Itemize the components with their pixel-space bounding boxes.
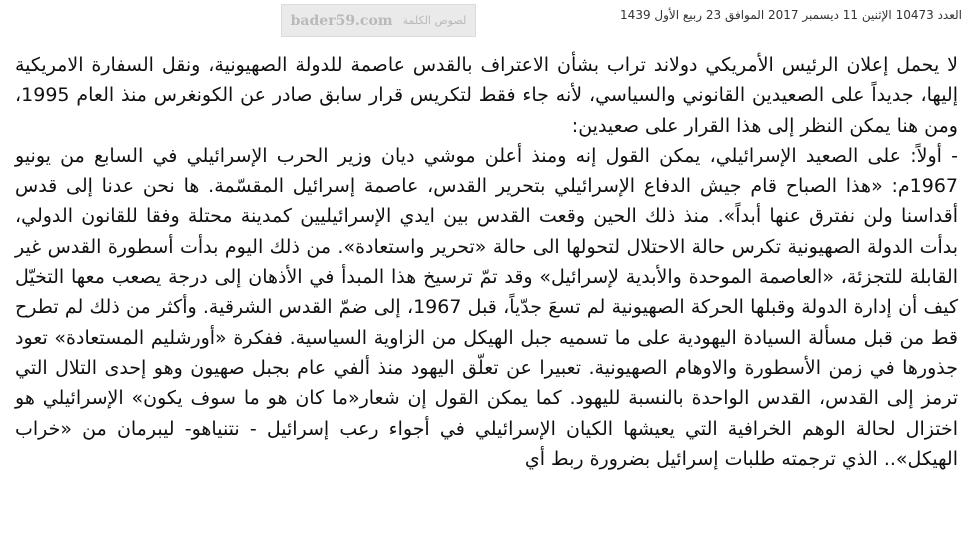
watermark-logo [281,4,476,37]
article-body [15,50,958,474]
watermark-site: bader59.com [290,12,393,29]
article-paragraph-2: - أولاً: على الصعيد الإسرائيلي، يمكن القول إنه ومنذ أعلن موشي ديان وزير الحرب الإسرائيلي في السابع من يونيو 1967م: «هذا الصباح قام جيش الدفاع الإسرائيلي بتحرير القدس، عاصمة إسرائيل المقسّمة. ها نحن عدنا إلى قدس أقداسنا ولن نفترق عنها أبداً». منذ ذلك الحين وقعت القدس بين ايدي الإسرائيليين كمدينة محتلة وفقا للقانون الدولي، بدأت الدولة الصهيونية تكرس حالة الاحتلال لتحولها الى حالة «تحرير واستعادة». من ذلك اليوم بدأت أسطورة القدس غير القابلة للتجزئة، «العاصمة الموحدة والأبدية لإسرائيل» وقد تمّ ترسيخ هذا المبدأ في الأذهان إلى درجة يصعب معها التخيّل كيف أن إدارة الدولة وقبلها الحركة الصهيونية لم تسعَ جدّياً، قبل 1967، إلى ضمّ القدس الشرقية. وأكثر من ذلك لم تطرح قط من قبل مسألة السيادة اليهودية على ما تسميه جبل الهيكل من الزاوية السياسية. ففكرة «أورشليم المستعادة» تعود جذورها في زمن الأسطورة والاوهام الصهيونية. تعبيرا عن تعلّق اليهود منذ ألفي عام بجبل صهيون وهو إحدى التلال التي ترمز إلى القدس، القدس الواحدة بالنسبة لليهود. كما يمكن القول إن شعار«ما كان هو ما سوف يكون» الإسرائيلي هو اختزال لحالة الوهم الخرافية التي يعيشها الكيان الإسرائيلي في أجواء رعب إسرائيل - نتنياهو- ليبرمان من «خراب الهيكل».. الذي ترجمته طلبات إسرائيل بضرورة ربط أي [15,144,958,470]
page-header [0,0,969,40]
article-paragraph-1: لا يحمل إعلان الرئيس الأمريكي دولاند تراب بشأن الاعتراف بالقدس عاصمة للدولة الصهيونية، ونقل السفارة الامريكية إليها، جديداً على الصعيدين القانوني والسياسي، لأنه جاء فقط لتكريس قرار سابق صادر عن الكونغرس منذ العام 1995، ومن هنا يمكن النظر إلى هذا القرار على صعيدين: [15,54,958,137]
watermark-text: لصوص الكلمة [402,14,467,27]
issue-info: العدد 10473 الإثنين 11 ديسمبر 2017 الموافق 23 ربيع الأول 1439 [620,8,962,22]
